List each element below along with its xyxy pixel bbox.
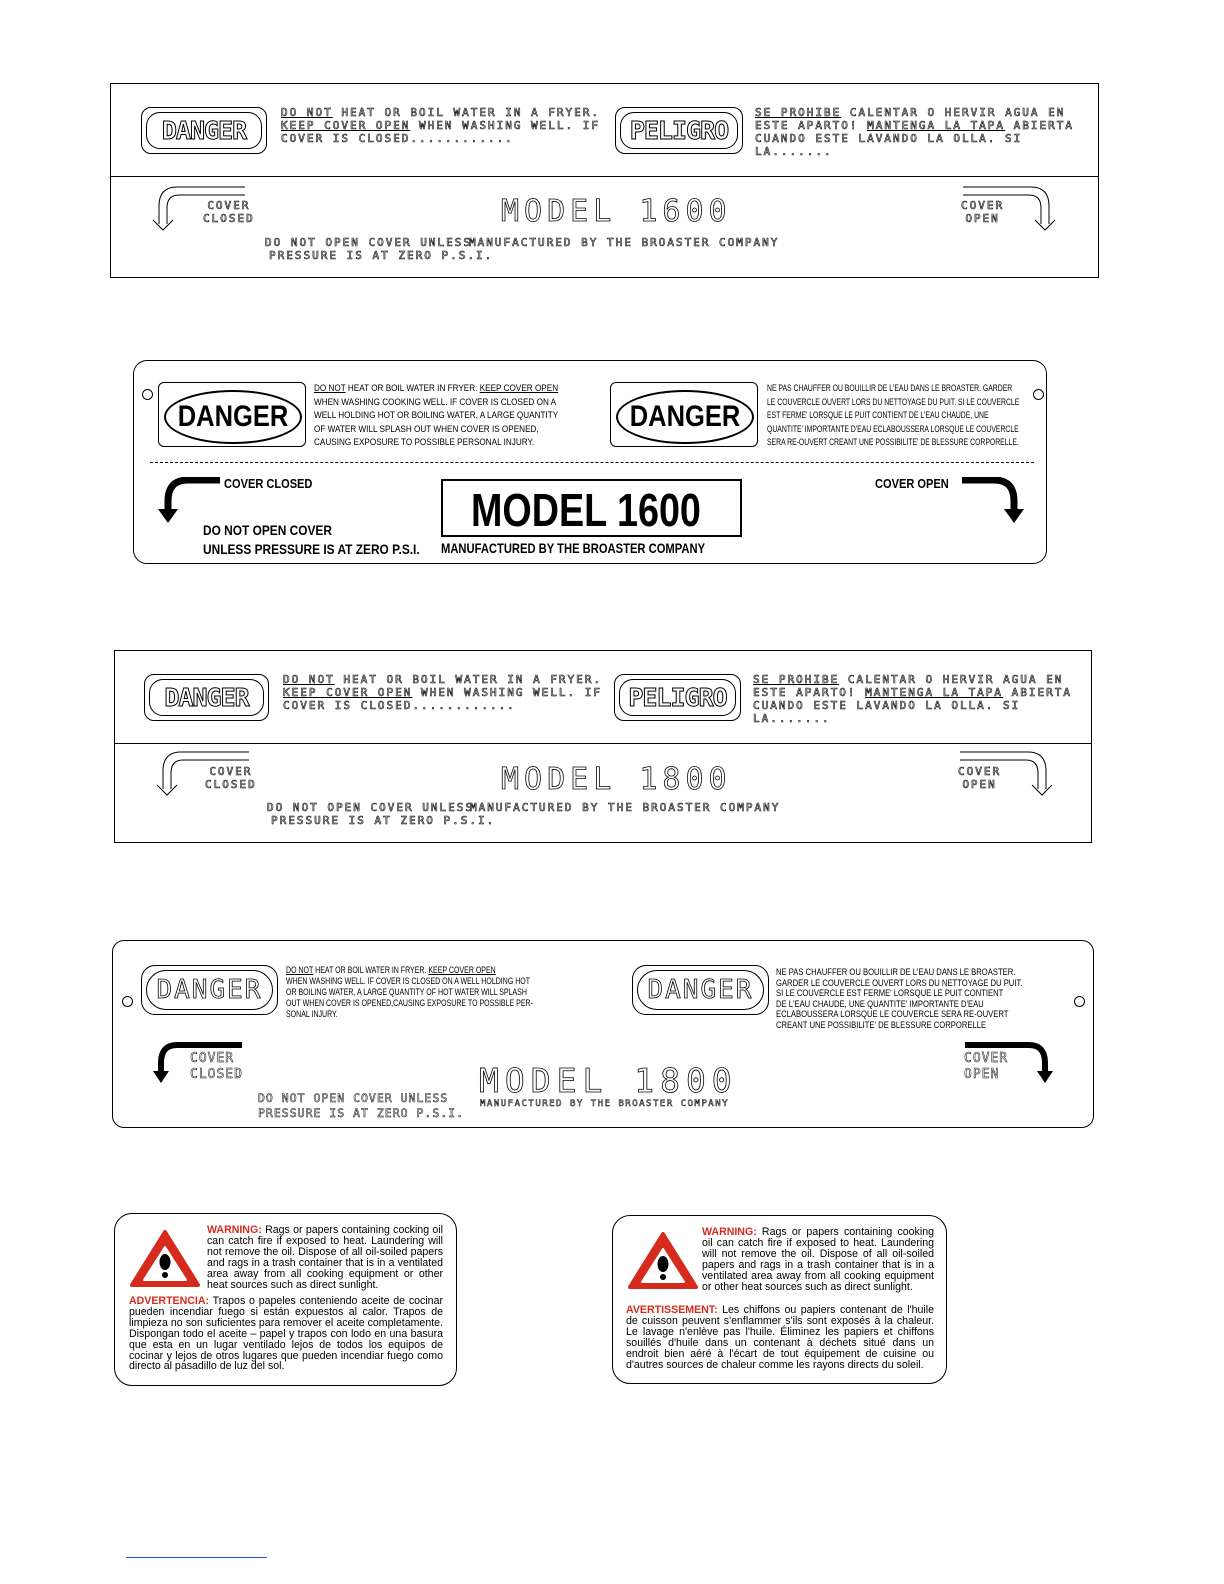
model-title: MODEL 1800 [479, 1061, 738, 1100]
dashed-divider [150, 462, 1034, 463]
danger-badge-right: DANGER [632, 965, 769, 1015]
warning-paragraph: WARNING: Rags or papers containing cocking oil can catch fire if exposed to heat. Laundering will not remove the oil. Dispose of all oil-soiled papers and rags in a trash container that is in a ventilated area away from all cooking equipment or other heat sources such as direct sunlight. [207, 1224, 443, 1291]
warning-triangle-icon [627, 1231, 699, 1291]
avertissement-paragraph: AVERTISSEMENT: Les chiffons ou papiers contenant de l'huile de cuisson peuvent s'enflammer s'ils sont exposés à la chaleur. Le lavage n'enlève pas l'huile. Éliminez les papiers et chiffons souillés d'huile dans un contenant à déchets situé dans un endroit bien aéré à l'écart de tout équipement de cuisine ou d'autres sources de chaleur comme les rayons directs du soleil. [626, 1304, 934, 1371]
danger-badge: DANGER [141, 107, 267, 154]
plate-divider [115, 743, 1091, 744]
french-warning-text: NE PAS CHAUFFER OU BOUILLIR DE L'EAU DANS LE BROASTER. GARDER LE COUVERCLE OUVERT LORS DU NETTOYAGE DU PUIT. SI LE COUVERCLE EST FERME' LORSQUE LE PUIT CONTIENT DE L'EAU CHAUDE, UNE QUANTITE' IMPORTANTE D'EAU ECLABOUSSERA LORSQUE LE COUVERCLE SERA RE-OUVERT CREANT UNE POSSIBILITE' DE BLESSURE CORPORELLE [776, 967, 1023, 1030]
warning-triangle-icon [129, 1229, 201, 1289]
cover-closed-label: COVER CLOSED [205, 765, 257, 791]
cover-closed-label: COVER CLOSED [224, 476, 313, 491]
english-warning-text: DO NOT HEAT OR BOIL WATER IN FRYER. KEEP COVER OPEN WHEN WASHING WELL. IF COVER IS CLOSED ON A WELL HOLDING HOT OR BOILING WATER, A LARGE QUANTITY OF HOT WATER WILL SPLASH OUT WHEN COVER IS OPENED,CAUSING EXPOSURE TO POSSIBLE PER- SONAL INJURY. [286, 965, 533, 1019]
footnote-rule [126, 1557, 267, 1558]
english-warning-text: DO NOT HEAT OR BOIL WATER IN FRYER. KEEP COVER OPEN WHEN WASHING COOKING WELL. IF COVER IS CLOSED ON A WELL HOLDING HOT OR BOILING WATER, A LARGE QUANTITY OF WATER WILL SPLASH OUT WHEN COVER IS OPENED, CAUSING EXPOSURE TO POSSIBLE PERSONAL INJURY. [314, 383, 559, 449]
peligro-badge: PELIGRO [614, 674, 741, 721]
model-box [441, 479, 742, 537]
advertencia-paragraph: ADVERTENCIA: Trapos o papeles conteniendo aceite de cocinar pueden incendiar fuego si están expuestos al calor. Trapos de limpieza no son suficientes para remover el aceite completamente. Dispongan todo el aceite – papel y trapos con lodo en una basura que esta en un lugar ventilado lejos de todos los equipos de cocinar y lejos de otros lugares que pueden incendiar fuego como directo al pasadillo de luz del sol. [129, 1295, 443, 1373]
cover-open-label: COVER OPEN [958, 765, 1002, 791]
danger-badge-right: DANGER [610, 382, 758, 447]
cover-open-label: COVER OPEN [875, 476, 949, 491]
danger-badge-left: DANGER [158, 382, 306, 447]
manufacturer-text: MANUFACTURED BY THE BROASTER COMPANY [469, 236, 780, 249]
danger-warning-text: DO NOT HEAT OR BOIL WATER IN A FRYER. KEEP COVER OPEN WHEN WASHING WELL. IF COVER IS CLOSED............ [281, 106, 601, 145]
mount-hole [122, 996, 133, 1007]
cover-closed-label: COVER CLOSED [203, 199, 255, 225]
model-title: MODEL 1800 [501, 762, 732, 797]
oil-rag-warning-label-spanish [114, 1213, 457, 1386]
cover-open-label: COVER OPEN [961, 199, 1005, 225]
french-warning-text: NE PAS CHAUFFER OU BOUILLIR DE L'EAU DANS LE BROASTER. GARDER LE COUVERCLE OUVERT LORS DU NETTOYAGE DU PUIT. SI LE COUVERCLE EST FERME' LORSQUE LE PUIT CONTIENT DE L'EAU CHAUDE, UNE QUANTITE' IMPORTANTE D'EAU ECLABOUSSERA LORSQUE LE COUVERCLE SERA RE-OUVERT CREANT UNE POSSIBILITE' DE BLESSURE CORPORELLE. [767, 383, 1020, 449]
model-title: MODEL 1600 [501, 194, 732, 229]
danger-warning-text: DO NOT HEAT OR BOIL WATER IN A FRYER. KEEP COVER OPEN WHEN WASHING WELL. IF COVER IS CLOSED............ [283, 673, 603, 712]
peligro-badge: PELIGRO [615, 107, 743, 154]
spanish-warning-text: SE PROHIBE CALENTAR O HERVIR AGUA EN ESTE APARTO! MANTENGA LA TAPA ABIERTA CUANDO ESTE LAVANDO LA OLLA. SI LA....... [753, 673, 1073, 725]
plate-model-1600-bold [133, 360, 1047, 564]
cover-open-label: COVER OPEN [964, 1051, 1009, 1082]
pressure-warning: DO NOT OPEN COVER UNLESS PRESSURE IS AT ZERO P.S.I. [203, 522, 420, 557]
model-title: MODEL 1600 [471, 484, 701, 536]
plate-divider [111, 176, 1098, 177]
plate-model-1800-thin [112, 940, 1094, 1128]
manufacturer-text: MANUFACTURED BY THE BROASTER COMPANY [441, 540, 706, 556]
oil-rag-warning-label-french [612, 1215, 947, 1384]
plate-model-1800-outline [114, 650, 1092, 843]
pressure-warning: DO NOT OPEN COVER UNLESS PRESSURE IS AT ZERO P.S.I. [258, 1091, 465, 1120]
danger-badge: DANGER [144, 674, 269, 721]
cover-open-arrow-icon [960, 477, 1030, 527]
plate-model-1600-outline [110, 83, 1099, 278]
pressure-warning: DO NOT OPEN COVER UNLESS PRESSURE IS AT ZERO P.S.I. [267, 801, 496, 827]
mount-hole [142, 389, 153, 400]
mount-hole [1074, 996, 1085, 1007]
warning-paragraph: WARNING: Rags or papers containing cooking oil can catch fire if exposed to heat. Laundering will not remove the oil. Dispose of all oil-soiled papers and rags in a trash container that is in a ventilated area away from all cooking equipment or other heat sources such as direct sunlight. [702, 1226, 934, 1293]
cover-closed-label: COVER CLOSED [190, 1051, 243, 1082]
manufacturer-text: MANUFACTURED BY THE BROASTER COMPANY [480, 1099, 730, 1109]
cover-closed-arrow-icon [154, 477, 224, 527]
danger-badge-left: DANGER [141, 965, 278, 1015]
spanish-warning-text: SE PROHIBE CALENTAR O HERVIR AGUA EN ESTE APARTO! MANTENGA LA TAPA ABIERTA CUANDO ESTE LAVANDO LA OLLA. SI LA....... [755, 106, 1075, 158]
pressure-warning: DO NOT OPEN COVER UNLESS PRESSURE IS AT ZERO P.S.I. [265, 236, 494, 262]
manufacturer-text: MANUFACTURED BY THE BROASTER COMPANY [470, 801, 781, 814]
